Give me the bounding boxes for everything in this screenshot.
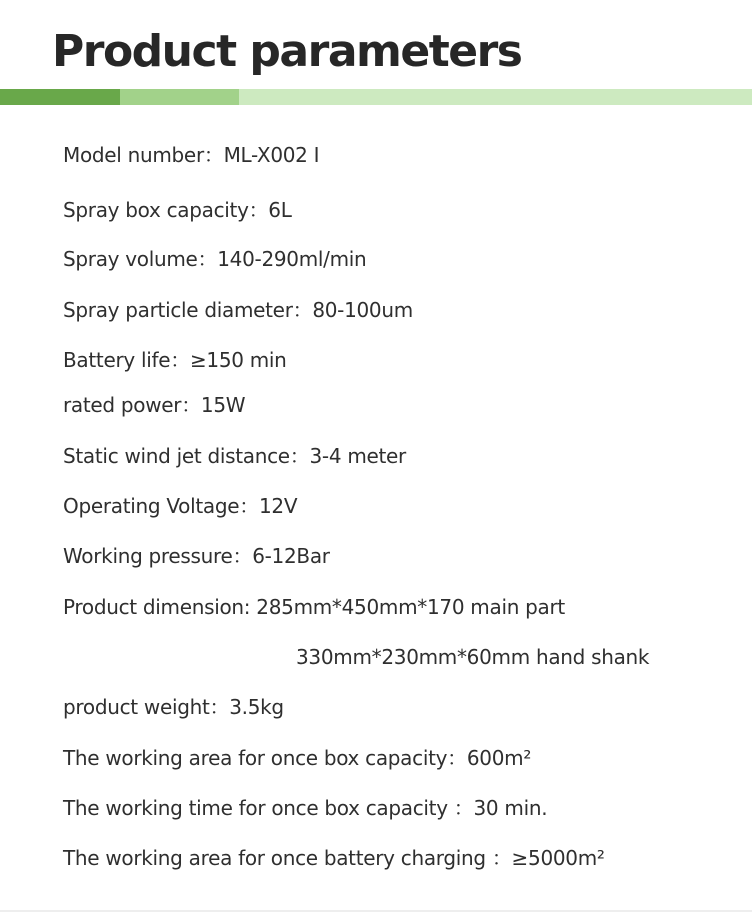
param-working-area-box: The working area for once box capacity：600m² (63, 746, 532, 770)
title-divider (0, 89, 752, 105)
param-spray-volume: Spray volume：140-290ml/min (63, 247, 367, 271)
divider-segment-mid (120, 89, 239, 105)
param-spray-box-capacity: Spray box capacity：6L (63, 198, 292, 222)
param-battery-life: Battery life：≥150 min (63, 348, 287, 372)
param-working-pressure: Working pressure：6-12Bar (63, 544, 330, 568)
param-working-time-box: The working time for once box capacity ：30 min. (63, 796, 548, 820)
param-model-number: Model number：ML-X002 I (63, 143, 320, 167)
bottom-divider (0, 910, 752, 912)
param-static-wind-jet-distance: Static wind jet distance：3-4 meter (63, 444, 406, 468)
param-product-dimension: Product dimension: 285mm*450mm*170 main part (63, 595, 565, 619)
param-product-dimension-hand-shank: 330mm*230mm*60mm hand shank (296, 645, 650, 669)
param-working-area-battery: The working area for once battery charging ：≥5000m² (63, 846, 605, 870)
param-product-weight: product weight：3.5kg (63, 695, 284, 719)
param-operating-voltage: Operating Voltage：12V (63, 494, 298, 518)
divider-segment-dark (0, 89, 120, 105)
divider-segment-light (239, 89, 752, 105)
page-title: Product parameters (52, 26, 522, 77)
param-rated-power: rated power：15W (63, 393, 246, 417)
param-spray-particle-diameter: Spray particle diameter：80-100um (63, 298, 413, 322)
